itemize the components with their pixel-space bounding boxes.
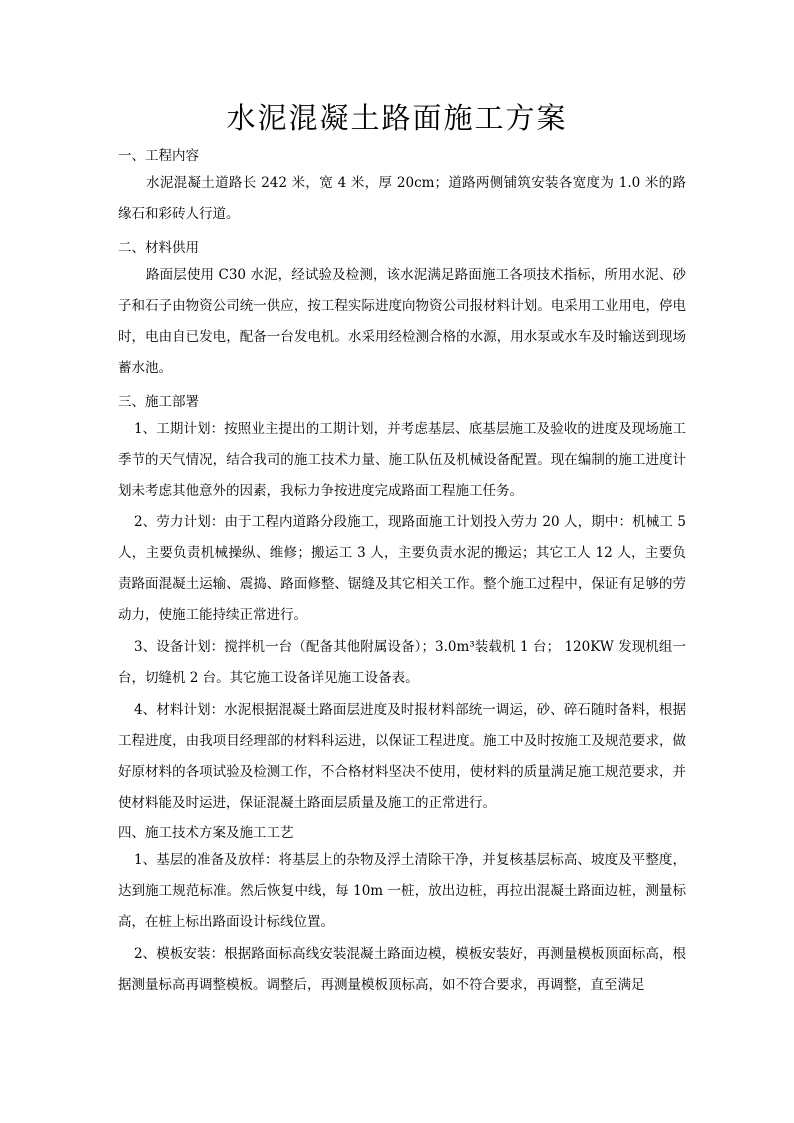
section-1-paragraph-1: 水泥混凝土道路长 242 米，宽 4 米，厚 20cm；道路两侧铺筑安装各宽度为 1.0 米的路缘石和彩砖人行道。: [118, 175, 686, 222]
section-2-paragraph-1: 路面层使用 C30 水泥，经试验及检测，该水泥满足路面施工各项技术指标，所用水泥、砂子和石子由物资公司统一供应，按工程实际进度向物资公司报材料计划。电采用工业用电，停电时，电由自已发电，配备一台发电机。水采用经检测合格的水源，用水泵或水车及时输送到现场蓄水池。: [118, 267, 686, 376]
section-heading-3: 三、施工部署: [118, 394, 199, 410]
section-heading-4: 四、施工技术方案及施工工艺: [118, 825, 294, 841]
section-4-item-2: 2、模板安装：根据路面标高线安装混凝土路面边模，模板安装好，再测量模板顶面标高，根据测量标高再调整模板。调整后，再测量模板顶标高，如不符合要求，再调整，直至满足: [118, 946, 686, 993]
section-4-item-1: 1、基层的准备及放样：将基层上的杂物及浮土清除干净，并复核基层标高、坡度及平整度，达到施工规范标准。然后恢复中线，每 10m 一桩，放出边桩，再拉出混凝土路面边桩，测量标高，在桩上标出路面设计标线位置。: [118, 852, 686, 930]
section-3-item-1: 1、工期计划：按照业主提出的工期计划，并考虑基层、底基层施工及验收的进度及现场施工季节的天气情况，结合我司的施工技术力量、施工队伍及机械设备配置。现在编制的施工进度计划未考虑其他意外的因素，我标力争按进度完成路面工程施工任务。: [118, 421, 686, 499]
section-heading-1: 一、工程内容: [118, 148, 199, 164]
section-3-item-3: 3、设备计划：搅拌机一台（配备其他附属设备）；3.0m³装载机 1 台； 120KW 发现机组一台，切缝机 2 台。其它施工设备详见施工设备表。: [118, 639, 686, 686]
document-title: 水泥混凝土路面施工方案: [226, 101, 568, 135]
section-3-item-2: 2、劳力计划：由于工程内道路分段施工，现路面施工计划投入劳力 20 人，期中：机械工 5 人，主要负责机械操纵、维修；搬运工 3 人，主要负责水泥的搬运；其它工人 12 人，主要负责路面混凝土运输、震捣、路面修整、锯缝及其它相关工作。整个施工过程中，保证有足够的劳动力，使施工能持续正常进行。: [118, 514, 686, 623]
section-3-item-4: 4、材料计划：水泥根据混凝土路面层进度及时报材料部统一调运，砂、碎石随时备料，根据工程进度，由我项目经理部的材料科运进，以保证工程进度。施工中及时按施工及规范要求，做好原材料的各项试验及检测工作，不合格材料坚决不使用，使材料的质量满足施工规范要求，并使材料能及时运进，保证混凝土路面层质量及施工的正常进行。: [118, 702, 686, 811]
section-heading-2: 二、材料供用: [118, 240, 199, 256]
